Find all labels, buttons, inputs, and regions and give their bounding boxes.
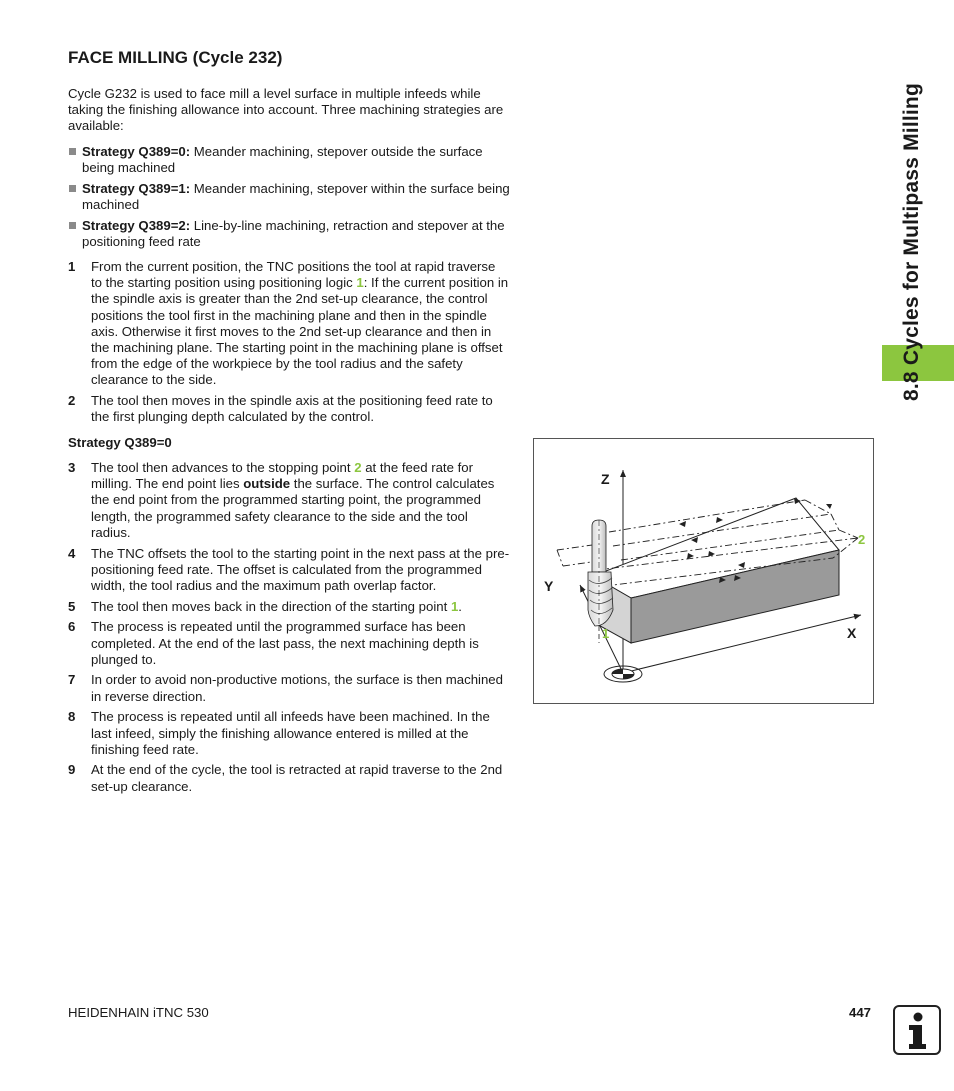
axis-label-x: X bbox=[847, 625, 857, 641]
axis-label-z: Z bbox=[601, 471, 610, 487]
strategy-item bbox=[68, 181, 513, 213]
step-number: 3 bbox=[68, 460, 76, 475]
square-bullet-icon bbox=[69, 148, 76, 155]
step-highlight: 1 bbox=[450, 598, 459, 614]
step-list-b bbox=[68, 460, 510, 799]
point-label-1: 1 bbox=[602, 626, 610, 641]
step-text: The tool then moves in the spindle axis at the positioning feed rate to the first plunging depth calculated by the control. bbox=[91, 393, 493, 425]
info-glyph bbox=[895, 1007, 939, 1053]
step-text: At the end of the cycle, the tool is retracted at rapid traverse to the 2nd set-up clearance. bbox=[91, 762, 503, 794]
info-icon bbox=[893, 1005, 941, 1055]
strategy-item bbox=[68, 144, 513, 176]
step-text: the surface. The control calculates the end point from the programmed starting point, the programmed length, the programmed safety clearance to the side and the tool radius. bbox=[91, 476, 495, 540]
list-item bbox=[68, 393, 510, 425]
step-number: 2 bbox=[68, 393, 76, 409]
list-item bbox=[68, 709, 510, 758]
step-text: at the feed rate for milling. The end point lies bbox=[91, 460, 473, 492]
section-subheading: Strategy Q389=0 bbox=[68, 435, 172, 450]
step-list-a bbox=[68, 259, 510, 430]
step-text: The tool then advances to the stopping point bbox=[91, 460, 355, 475]
strategy-text: Line-by-line machining, retraction and stepover at the positioning feed rate bbox=[82, 217, 505, 250]
step-text: The tool then moves back in the direction of the starting point bbox=[91, 598, 451, 614]
point-label-2: 2 bbox=[858, 532, 866, 547]
list-item bbox=[68, 619, 510, 668]
axis-label-y: Y bbox=[544, 578, 554, 594]
strategy-item bbox=[68, 218, 513, 250]
list-item bbox=[68, 599, 510, 615]
step-text: The process is repeated until the programmed surface has been completed. At the end of the last pass, the next machining depth is plunged to. bbox=[91, 619, 479, 667]
strategy-text: Meander machining, stepover within the surface being machined bbox=[82, 180, 510, 213]
step-text: From the current position, the TNC positions the tool at rapid traverse to the starting position using positioning logic bbox=[91, 259, 496, 291]
face-milling-diagram bbox=[533, 438, 874, 704]
step-text: In order to avoid non-productive motions, the surface is then machined in reverse direction. bbox=[91, 672, 503, 704]
strategy-text: Meander machining, stepover outside the surface being machined bbox=[82, 144, 483, 176]
strategy-label: Strategy Q389=2: bbox=[82, 217, 191, 233]
list-item bbox=[68, 460, 510, 541]
intro-paragraph: Cycle G232 is used to face mill a level surface in multiple infeeds while taking the finishing allowance into account. Three machining strategies are available: bbox=[68, 86, 504, 134]
step-number: 7 bbox=[68, 672, 76, 688]
footer-product: HEIDENHAIN iTNC 530 bbox=[68, 1005, 209, 1020]
strategy-label: Strategy Q389=1: bbox=[82, 180, 191, 196]
step-highlight: 1 bbox=[356, 275, 364, 291]
square-bullet-icon bbox=[69, 185, 76, 192]
step-number: 1 bbox=[68, 259, 76, 274]
page-title: FACE MILLING (Cycle 232) bbox=[68, 48, 283, 67]
page-number: 447 bbox=[849, 1005, 872, 1020]
step-text: : If the current position in the spindle axis is greater than the 2nd set-up clearance, the control positions the tool first in the machining plane and then in the spindle axis. Otherwise it first moves to the 2nd set-up clearance and then in the machining plane. The starting point in the machining plane is offset from the edge of the workpiece by the tool radius and the safety clearance to the side. bbox=[91, 275, 509, 388]
list-item bbox=[68, 546, 510, 595]
step-text: . bbox=[458, 598, 462, 614]
step-text: The TNC offsets the tool to the starting point in the next pass at the pre-positioning feed rate. The offset is calculated from the programmed width, the tool radius and the maximum path overlap factor. bbox=[91, 545, 510, 593]
strategy-label: Strategy Q389=0: bbox=[82, 144, 191, 159]
list-item bbox=[68, 762, 510, 794]
list-item bbox=[68, 259, 510, 389]
step-bold: outside bbox=[243, 476, 291, 492]
list-item bbox=[68, 672, 510, 704]
step-number: 9 bbox=[68, 762, 76, 778]
strategy-list bbox=[68, 144, 513, 255]
square-bullet-icon bbox=[69, 222, 76, 229]
step-number: 6 bbox=[68, 619, 76, 635]
step-number: 4 bbox=[68, 545, 76, 561]
chapter-title-text: 8.8 Cycles for Multipass Milling bbox=[900, 83, 923, 401]
step-number: 5 bbox=[68, 598, 76, 614]
step-text: The process is repeated until all infeeds have been machined. In the last infeed, simply the finishing allowance entered is milled at the finishing feed rate. bbox=[91, 709, 490, 757]
step-highlight: 2 bbox=[354, 460, 362, 475]
step-number: 8 bbox=[68, 709, 76, 725]
